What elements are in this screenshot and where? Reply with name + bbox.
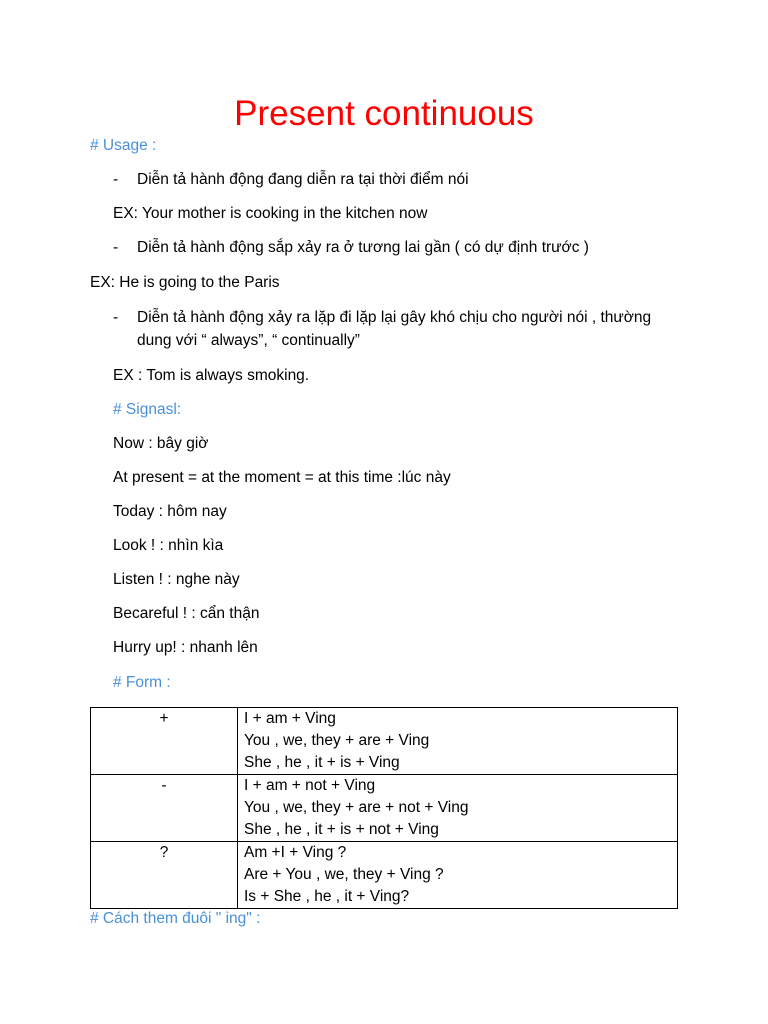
rule-line: Is + She , he , it + Ving? bbox=[244, 888, 410, 905]
example-line: EX : Tom is always smoking. bbox=[113, 367, 310, 384]
bullet-dash: - bbox=[113, 171, 119, 188]
rule-line: I + am + Ving bbox=[244, 710, 336, 727]
bullet-dash: - bbox=[113, 309, 119, 326]
table-row bbox=[91, 775, 678, 842]
form-heading: # Form : bbox=[113, 674, 171, 691]
table-rules-cell bbox=[238, 842, 678, 909]
signal-item: Listen ! : nghe này bbox=[113, 571, 240, 588]
table-symbol-cell: - bbox=[91, 775, 238, 842]
rule-line: Are + You , we, they + Ving ? bbox=[244, 866, 444, 883]
usage-heading: # Usage : bbox=[90, 137, 157, 154]
example-line: EX: He is going to the Paris bbox=[90, 274, 280, 291]
table-rules-cell bbox=[238, 775, 678, 842]
usage-item: Diễn tả hành động sắp xảy ra ở tương lai gần ( có dự định trước ) bbox=[137, 239, 589, 256]
example-line: EX: Your mother is cooking in the kitchen now bbox=[113, 205, 428, 222]
usage-item: Diễn tả hành động xảy ra lặp đi lặp lại gây khó chịu cho người nói , thường bbox=[137, 309, 652, 326]
bullet-dash: - bbox=[113, 239, 119, 256]
rule-line: Am +I + Ving ? bbox=[244, 844, 347, 861]
signal-item: Now : bây giờ bbox=[113, 435, 209, 452]
signal-item: Today : hôm nay bbox=[113, 503, 227, 520]
rule-line: She , he , it + is + Ving bbox=[244, 754, 400, 771]
table-symbol-cell: + bbox=[91, 708, 238, 775]
signal-item: Becareful ! : cẩn thận bbox=[113, 605, 260, 622]
signal-item: At present = at the moment = at this time :lúc này bbox=[113, 469, 451, 486]
rule-line: You , we, they + are + not + Ving bbox=[244, 799, 469, 816]
form-table bbox=[90, 707, 678, 909]
table-row bbox=[91, 708, 678, 775]
usage-item: Diễn tả hành động đang diễn ra tại thời điểm nói bbox=[137, 171, 469, 188]
table-rules-cell bbox=[238, 708, 678, 775]
table-row bbox=[91, 842, 678, 909]
signal-item: Look ! : nhìn kìa bbox=[113, 537, 224, 554]
usage-item-continued: dung với “ always”, “ continually” bbox=[137, 332, 360, 349]
rule-line: She , he , it + is + not + Ving bbox=[244, 821, 439, 838]
ing-heading: # Cách them đuôi " ing" : bbox=[90, 910, 261, 927]
rule-line: I + am + not + Ving bbox=[244, 777, 376, 794]
signals-heading: # Signasl: bbox=[113, 401, 182, 418]
signal-item: Hurry up! : nhanh lên bbox=[113, 639, 258, 656]
page-title: Present continuous bbox=[234, 94, 534, 133]
rule-line: You , we, they + are + Ving bbox=[244, 732, 430, 749]
table-symbol-cell: ? bbox=[91, 842, 238, 909]
